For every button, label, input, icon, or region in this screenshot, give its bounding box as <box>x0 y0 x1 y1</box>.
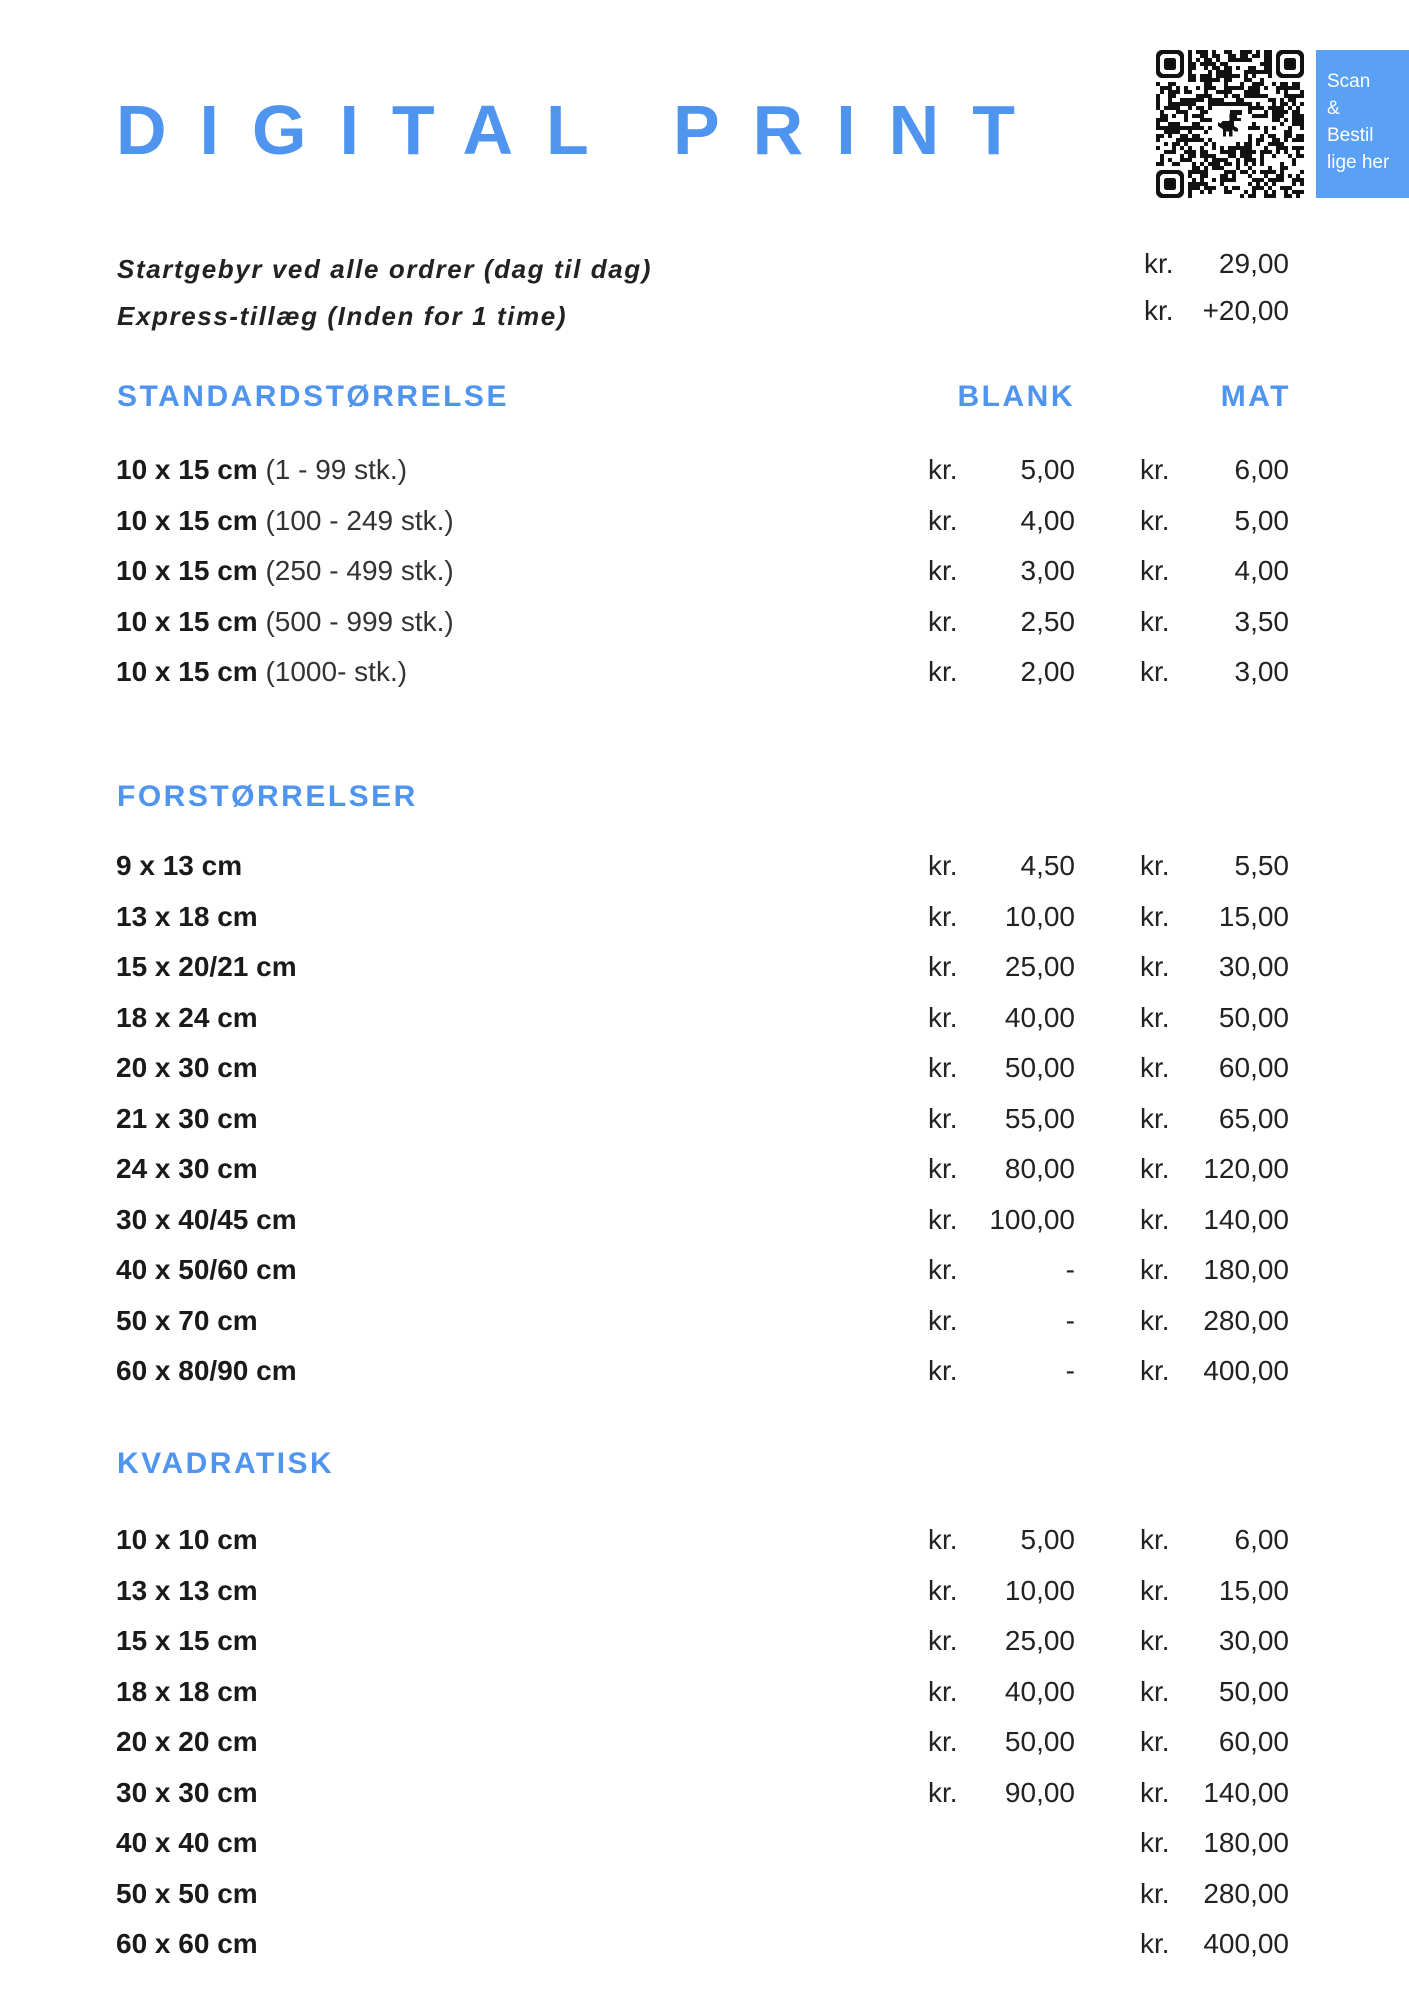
print-size-label: 21 x 30 cm <box>116 1102 258 1134</box>
currency-label: kr. <box>1140 1052 1170 1083</box>
currency-label: kr. <box>1140 1776 1170 1808</box>
currency-label: kr. <box>1140 900 1170 932</box>
price-blank: 50,00 <box>1004 1052 1075 1083</box>
print-size-label: 40 x 50/60 cm <box>116 1254 297 1285</box>
print-size <box>116 454 407 486</box>
price-row <box>0 505 1409 551</box>
column-heading-blank: BLANK <box>957 380 1075 413</box>
price-mat: 400,00 <box>1203 1355 1289 1386</box>
currency-label: kr. <box>1140 656 1170 687</box>
price-mat: 280,00 <box>1203 1877 1289 1909</box>
currency-label: kr. <box>1140 850 1170 881</box>
price-row <box>0 1777 1409 1823</box>
price-blank: 80,00 <box>1004 1153 1075 1184</box>
currency-label: kr. <box>1140 605 1170 637</box>
print-size-label: 10 x 15 cm <box>116 555 258 586</box>
quantity-range: (1000- stk.) <box>265 656 408 687</box>
print-size-label: 50 x 70 cm <box>116 1304 258 1336</box>
price-blank: 40,00 <box>1004 1675 1075 1707</box>
currency-label: kr. <box>1140 1102 1170 1134</box>
currency-label: kr. <box>928 1776 958 1808</box>
print-size-label: 10 x 15 cm <box>116 504 258 536</box>
quantity-range: (250 - 499 stk.) <box>265 555 454 586</box>
page-title: DIGITAL PRINT <box>116 91 1048 169</box>
price-blank: 5,00 <box>1020 1524 1075 1555</box>
qr-code-icon[interactable] <box>1156 50 1304 198</box>
price-mat: 140,00 <box>1203 1776 1289 1808</box>
print-size-label: 15 x 15 cm <box>116 1625 258 1656</box>
print-size <box>116 1204 297 1236</box>
price-row <box>0 850 1409 896</box>
price-row <box>0 1827 1409 1873</box>
fee-row-start <box>0 248 1409 294</box>
print-size-label: 13 x 13 cm <box>116 1574 258 1606</box>
price-blank: 10,00 <box>1004 1574 1075 1606</box>
fee-row-express <box>0 295 1409 341</box>
price-mat: 120,00 <box>1203 1153 1289 1184</box>
print-size <box>116 1153 258 1185</box>
price-mat: 5,50 <box>1234 850 1289 881</box>
currency-label: kr. <box>928 1304 958 1336</box>
currency-label: kr. <box>1140 1928 1170 1959</box>
quantity-range: (1 - 99 stk.) <box>265 454 408 485</box>
scan-badge-line: & <box>1327 98 1340 119</box>
print-size-label: 50 x 50 cm <box>116 1877 258 1909</box>
currency-label: kr. <box>1140 1877 1170 1909</box>
price-row <box>0 1524 1409 1570</box>
print-size <box>116 505 454 537</box>
currency-label: kr. <box>928 1675 958 1707</box>
print-size-label: 18 x 18 cm <box>116 1675 258 1707</box>
price-blank: 2,50 <box>1020 605 1075 637</box>
price-blank: 5,00 <box>1020 454 1075 485</box>
currency-label: kr. <box>928 1726 958 1757</box>
quantity-range: (100 - 249 stk.) <box>265 504 454 536</box>
price-blank: 50,00 <box>1004 1726 1075 1757</box>
section-heading-enlargements: FORSTØRRELSER <box>117 780 418 813</box>
price-row <box>0 901 1409 947</box>
print-size-label: 24 x 30 cm <box>116 1153 258 1184</box>
currency-label: kr. <box>928 454 958 485</box>
price-mat: 5,00 <box>1234 504 1289 536</box>
print-size <box>116 1254 297 1286</box>
fee-label: Startgebyr ved alle ordrer (dag til dag) <box>117 254 652 284</box>
print-size <box>116 656 407 688</box>
price-row <box>0 1103 1409 1149</box>
scan-badge-line: lige her <box>1327 152 1390 173</box>
price-mat: 180,00 <box>1203 1827 1289 1858</box>
print-size <box>116 1827 258 1859</box>
scan-badge-line: Scan <box>1327 71 1371 92</box>
currency-label: kr. <box>1140 951 1170 982</box>
currency-label: kr. <box>928 951 958 982</box>
price-row <box>0 951 1409 997</box>
currency-label: kr. <box>1140 1726 1170 1757</box>
print-size <box>116 901 258 933</box>
currency-label: kr. <box>928 656 958 687</box>
print-size-label: 10 x 15 cm <box>116 605 258 637</box>
price-blank: 55,00 <box>1004 1102 1075 1134</box>
print-size <box>116 1777 258 1809</box>
print-size-label: 20 x 30 cm <box>116 1052 258 1083</box>
price-mat: 3,00 <box>1234 656 1289 687</box>
price-row <box>0 454 1409 500</box>
currency-label: kr. <box>928 1254 958 1285</box>
currency-label: kr. <box>1140 1524 1170 1555</box>
print-size <box>116 1524 258 1556</box>
fee-price: 29,00 <box>1218 248 1289 279</box>
currency-label: kr. <box>1140 555 1170 586</box>
price-row <box>0 1575 1409 1621</box>
print-size-label: 10 x 15 cm <box>116 454 258 485</box>
currency-label: kr. <box>1140 1153 1170 1184</box>
print-size-label: 9 x 13 cm <box>116 850 243 881</box>
currency-label: kr. <box>1140 1203 1170 1235</box>
price-row <box>0 1052 1409 1098</box>
price-row <box>0 606 1409 652</box>
price-blank: 4,50 <box>1020 850 1075 881</box>
currency-label: kr. <box>928 1052 958 1083</box>
print-size <box>116 1928 258 1960</box>
price-row <box>0 1002 1409 1048</box>
currency-label: kr. <box>1140 1625 1170 1656</box>
price-row <box>0 1878 1409 1924</box>
currency-label: kr. <box>928 1625 958 1656</box>
print-size <box>116 850 242 882</box>
currency-label: kr. <box>928 1203 958 1235</box>
price-row <box>0 1928 1409 1974</box>
price-blank: 25,00 <box>1004 951 1075 982</box>
price-blank: 3,00 <box>1020 555 1075 586</box>
scan-badge-line: Bestil <box>1327 125 1374 146</box>
print-size-label: 40 x 40 cm <box>116 1827 258 1858</box>
price-mat: 180,00 <box>1203 1254 1289 1285</box>
price-row <box>0 1305 1409 1351</box>
print-size <box>116 555 454 587</box>
currency-label: kr. <box>928 504 958 536</box>
print-size-label: 18 x 24 cm <box>116 1001 258 1033</box>
currency-label: kr. <box>1140 1001 1170 1033</box>
print-size <box>116 951 297 983</box>
currency-label: kr. <box>1140 1254 1170 1285</box>
print-size-label: 60 x 60 cm <box>116 1928 258 1959</box>
fee-label: Express-tillæg (Inden for 1 time) <box>117 301 568 331</box>
price-row <box>0 1726 1409 1772</box>
currency-label: kr. <box>1140 1355 1170 1386</box>
currency-label: kr. <box>928 1524 958 1555</box>
print-size-label: 60 x 80/90 cm <box>116 1355 297 1386</box>
currency-label: kr. <box>1144 248 1174 279</box>
price-blank: - <box>1065 1254 1075 1285</box>
price-row <box>0 1676 1409 1722</box>
price-mat: 30,00 <box>1218 1625 1289 1656</box>
currency-label: kr. <box>1140 1574 1170 1606</box>
price-row <box>0 1204 1409 1250</box>
price-mat: 6,00 <box>1234 1524 1289 1555</box>
print-size <box>116 1676 258 1708</box>
price-mat: 60,00 <box>1218 1726 1289 1757</box>
currency-label: kr. <box>928 850 958 881</box>
price-mat: 3,50 <box>1234 605 1289 637</box>
price-mat: 15,00 <box>1218 1574 1289 1606</box>
price-mat: 65,00 <box>1218 1102 1289 1134</box>
price-mat: 280,00 <box>1203 1304 1289 1336</box>
print-size-label: 10 x 10 cm <box>116 1524 258 1555</box>
print-size <box>116 1002 258 1034</box>
price-mat: 140,00 <box>1203 1203 1289 1235</box>
price-row <box>0 1355 1409 1401</box>
price-row <box>0 555 1409 601</box>
currency-label: kr. <box>928 1001 958 1033</box>
print-size-label: 30 x 30 cm <box>116 1776 258 1808</box>
price-blank: 4,00 <box>1020 504 1075 536</box>
price-blank: 2,00 <box>1020 656 1075 687</box>
print-size <box>116 1103 258 1135</box>
currency-label: kr. <box>928 555 958 586</box>
currency-label: kr. <box>928 1153 958 1184</box>
price-mat: 15,00 <box>1218 900 1289 932</box>
currency-label: kr. <box>928 605 958 637</box>
print-size-label: 13 x 18 cm <box>116 900 258 932</box>
price-row <box>0 1153 1409 1199</box>
currency-label: kr. <box>1144 295 1174 326</box>
price-blank: - <box>1065 1304 1075 1336</box>
price-mat: 30,00 <box>1218 951 1289 982</box>
currency-label: kr. <box>928 1102 958 1134</box>
price-blank: 100,00 <box>989 1203 1075 1235</box>
currency-label: kr. <box>928 900 958 932</box>
currency-label: kr. <box>1140 1304 1170 1336</box>
print-size <box>116 1625 258 1657</box>
currency-label: kr. <box>928 1355 958 1386</box>
price-blank: 25,00 <box>1004 1625 1075 1656</box>
print-size <box>116 1355 297 1387</box>
section-heading-standard: STANDARDSTØRRELSE <box>117 380 509 413</box>
scan-order-badge[interactable] <box>1316 50 1409 198</box>
price-row <box>0 1254 1409 1300</box>
currency-label: kr. <box>1140 504 1170 536</box>
currency-label: kr. <box>1140 454 1170 485</box>
price-row <box>0 656 1409 702</box>
print-size <box>116 606 454 638</box>
price-mat: 50,00 <box>1218 1675 1289 1707</box>
print-size <box>116 1878 258 1910</box>
print-size <box>116 1575 258 1607</box>
print-size-label: 10 x 15 cm <box>116 656 258 687</box>
print-size <box>116 1052 258 1084</box>
print-size-label: 15 x 20/21 cm <box>116 951 297 982</box>
currency-label: kr. <box>1140 1675 1170 1707</box>
quantity-range: (500 - 999 stk.) <box>265 605 454 637</box>
price-mat: 400,00 <box>1203 1928 1289 1959</box>
price-row <box>0 1625 1409 1671</box>
print-size <box>116 1305 258 1337</box>
price-blank: 40,00 <box>1004 1001 1075 1033</box>
price-blank: - <box>1065 1355 1075 1386</box>
currency-label: kr. <box>1140 1827 1170 1858</box>
currency-label: kr. <box>928 1574 958 1606</box>
price-mat: 50,00 <box>1218 1001 1289 1033</box>
price-mat: 4,00 <box>1234 555 1289 586</box>
price-mat: 60,00 <box>1218 1052 1289 1083</box>
print-size <box>116 1726 258 1758</box>
price-blank: 10,00 <box>1004 900 1075 932</box>
price-blank: 90,00 <box>1004 1776 1075 1808</box>
price-mat: 6,00 <box>1234 454 1289 485</box>
fee-price: +20,00 <box>1202 295 1289 326</box>
print-size-label: 30 x 40/45 cm <box>116 1203 297 1235</box>
print-size-label: 20 x 20 cm <box>116 1726 258 1757</box>
section-heading-square: KVADRATISK <box>117 1447 335 1480</box>
column-heading-mat: MAT <box>1220 380 1291 413</box>
